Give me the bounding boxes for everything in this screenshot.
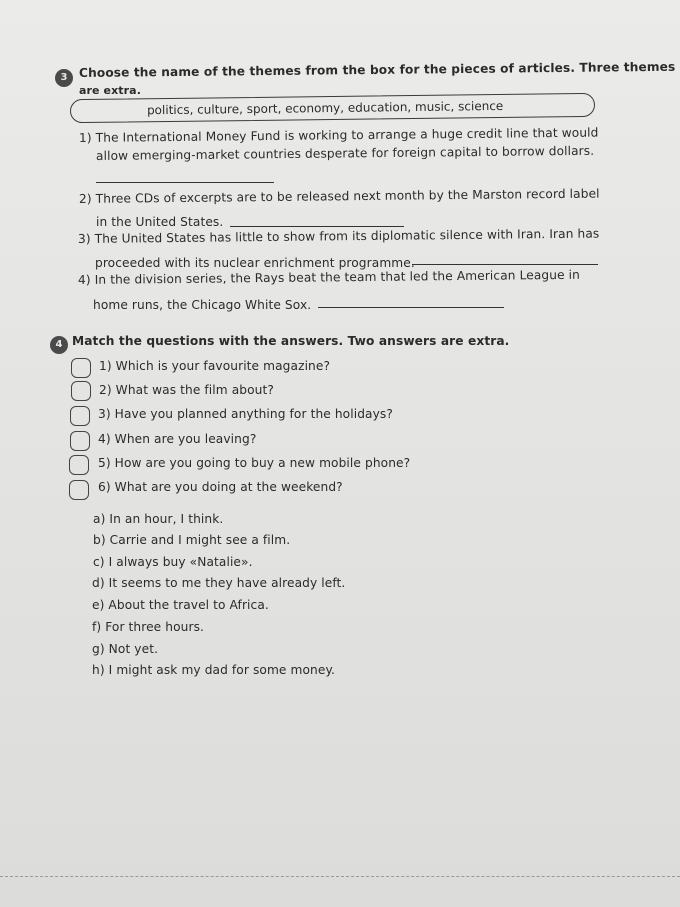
themes-list: politics, culture, sport, economy, education, music, science xyxy=(146,98,504,118)
task-4-number-badge: 4 xyxy=(50,336,68,354)
task-3-item-3-line-1: 3) The United States has little to show from its diplomatic silence with Iran. Iran has xyxy=(77,226,600,246)
task-4-instruction: Match the questions with the answers. Two answers are extra. xyxy=(72,334,510,348)
question-4: 4) When are you leaving? xyxy=(98,432,257,446)
task-3-item-3-line-2: proceeded with its nuclear enrichment programme. xyxy=(95,256,415,270)
question-1: 1) Which is your favourite magazine? xyxy=(99,359,331,373)
task-3-instruction: Choose the name of the themes from the box for the pieces of articles. Three themes xyxy=(78,59,676,80)
answer-b: b) Carrie and I might see a film. xyxy=(93,533,291,547)
themes-box xyxy=(70,93,595,123)
task-3-item-1-line-1: 1) The International Money Fund is working to arrange a huge credit line that would xyxy=(78,125,599,145)
task-3-item-1-answer-blank[interactable] xyxy=(96,182,274,183)
answer-e: e) About the travel to Africa. xyxy=(92,598,269,612)
answer-checkbox-1[interactable] xyxy=(71,358,91,378)
answer-c: c) I always buy «Natalie». xyxy=(93,555,253,569)
answer-checkbox-5[interactable] xyxy=(69,455,89,475)
task-3-item-4-line-2: home runs, the Chicago White Sox. xyxy=(93,298,312,312)
task-3-item-3-answer-blank[interactable] xyxy=(412,264,598,265)
answer-f: f) For three hours. xyxy=(92,620,204,634)
task-3-item-2-line-1: 2) Three CDs of excerpts are to be released next month by the Marston record label xyxy=(78,186,600,206)
task-3-item-1-line-2: allow emerging-market countries desperate for foreign capital to borrow dollars. xyxy=(95,143,595,163)
page-bottom-edge xyxy=(0,876,680,877)
answer-a: a) In an hour, I think. xyxy=(93,512,224,526)
task-3-item-2-line-2: in the United States. xyxy=(96,215,224,229)
task-3-item-4-line-1: 4) In the division series, the Rays beat the team that led the American League in xyxy=(77,267,581,287)
answer-d: d) It seems to me they have already left. xyxy=(92,576,346,590)
task-3-item-2-answer-blank[interactable] xyxy=(230,226,404,227)
answer-checkbox-6[interactable] xyxy=(69,480,89,500)
question-5: 5) How are you going to buy a new mobile phone? xyxy=(98,456,411,470)
task-3-instruction-cont: are extra. xyxy=(79,84,141,97)
question-3: 3) Have you planned anything for the holidays? xyxy=(98,407,393,421)
answer-checkbox-2[interactable] xyxy=(71,381,91,401)
question-2: 2) What was the film about? xyxy=(99,383,274,397)
task-3-item-4-answer-blank[interactable] xyxy=(318,307,504,308)
task-3-number-badge: 3 xyxy=(55,69,73,87)
answer-checkbox-3[interactable] xyxy=(70,406,90,426)
answer-h: h) I might ask my dad for some money. xyxy=(92,663,335,677)
answer-g: g) Not yet. xyxy=(92,642,159,656)
question-6: 6) What are you doing at the weekend? xyxy=(98,480,343,494)
answer-checkbox-4[interactable] xyxy=(70,431,90,451)
